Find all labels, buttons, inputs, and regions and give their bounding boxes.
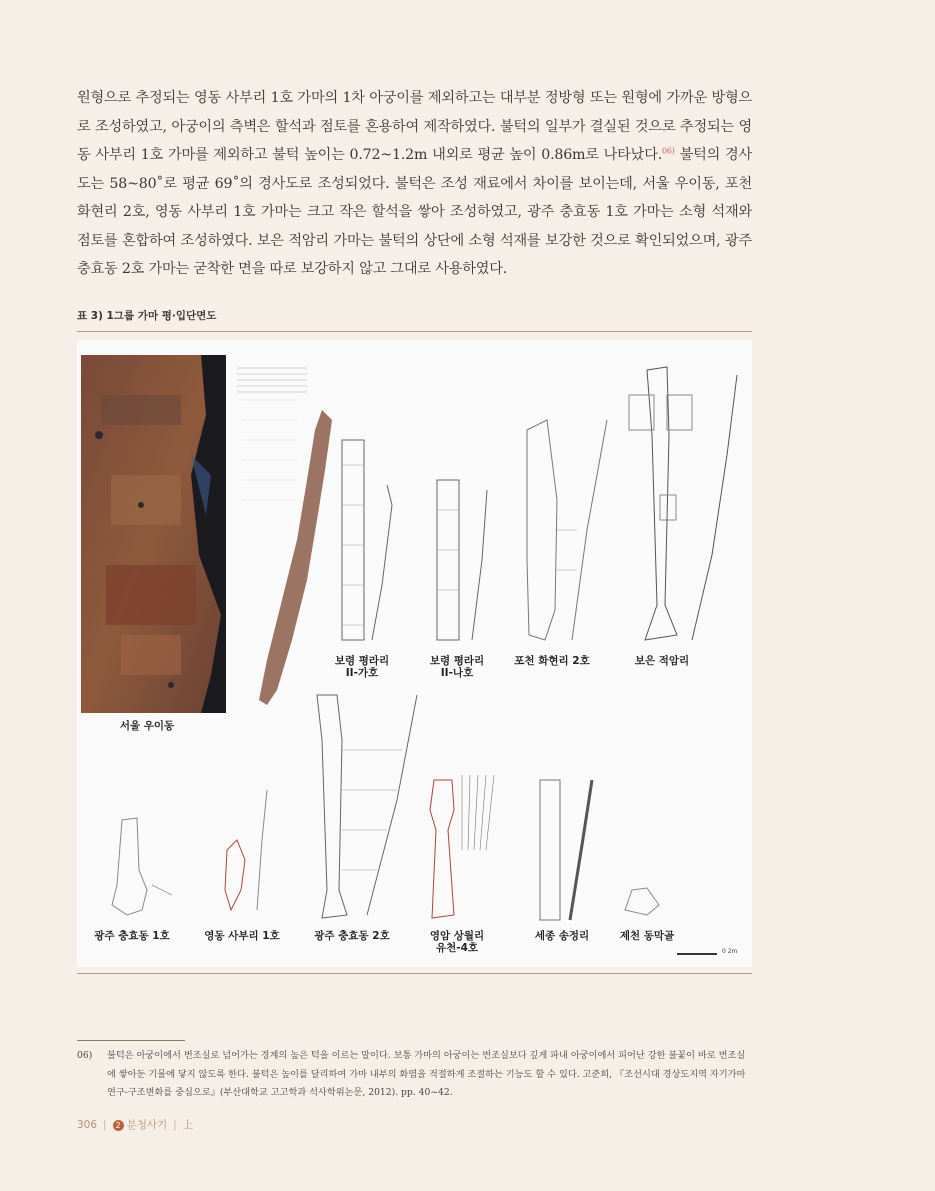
jecheon-drawing bbox=[617, 880, 667, 920]
chapter-badge-icon: 2 bbox=[113, 1120, 124, 1131]
label-boryeong-ga: 보령 평라리 II-가호 bbox=[334, 655, 390, 679]
boryeong-na-drawing bbox=[427, 470, 507, 650]
label-yeongam: 영암 상월리 유천-4호 bbox=[429, 930, 485, 954]
boryeong-ga-drawing bbox=[332, 425, 412, 650]
yeongdong-drawing bbox=[207, 780, 287, 925]
body-text-part1: 원형으로 추정되는 영동 사부리 1호 가마의 1차 아궁이를 제외하고는 대부분 정방형 또는 원형에 가까운 방형으로 조성하였고, 아궁이의 측벽은 할석과 점토를 혼용하여 제작하였다. 불턱의 일부가 결실된 것으로 추정되는 영동 사부리 1호 가마를 제외하고 불턱 높이는 0.72~1.2m 내외로 평균 높이 0.86m로 나타났다. bbox=[77, 90, 752, 164]
label-sejong: 세종 송정리 bbox=[534, 930, 590, 942]
label-jecheon: 제천 동막골 bbox=[619, 930, 675, 942]
boeun-drawing bbox=[617, 355, 747, 650]
page-number: 306 bbox=[77, 1119, 98, 1131]
seoul-photo bbox=[81, 355, 226, 713]
scale-bar bbox=[677, 953, 717, 955]
gwangju2-drawing bbox=[307, 690, 427, 925]
label-boryeong-na: 보령 평라리 II-나호 bbox=[429, 655, 485, 679]
label-gwangju2: 광주 충효동 2호 bbox=[314, 930, 390, 942]
figure-caption: 표 3) 1그룹 가마 평·입단면도 bbox=[77, 310, 217, 322]
label-boeun: 보은 적암리 bbox=[634, 655, 690, 667]
page-footer: 306 | 2 분청사기 | 上 bbox=[77, 1119, 194, 1131]
figure-top-rule bbox=[77, 331, 752, 332]
sejong-drawing bbox=[532, 775, 602, 925]
label-gwangju1: 광주 충효동 1호 bbox=[94, 930, 170, 942]
chapter-title: 분청사기 bbox=[126, 1119, 168, 1131]
body-paragraph bbox=[77, 84, 752, 284]
footnote-divider bbox=[77, 1040, 185, 1041]
label-yeongdong: 영동 사부리 1호 bbox=[204, 930, 280, 942]
footnote-ref[interactable]: 06) bbox=[662, 146, 675, 156]
footnote-number: 06) bbox=[77, 1050, 93, 1061]
figure-bottom-rule bbox=[77, 973, 752, 974]
volume-label: 上 bbox=[182, 1119, 194, 1131]
label-seoul: 서울 우이동 bbox=[119, 720, 175, 732]
kiln-drawings-figure bbox=[77, 340, 752, 967]
scale-label: 0 2m bbox=[722, 948, 738, 955]
footnote-text: 불턱은 아궁이에서 번조실로 넘어가는 경계의 높은 턱을 이르는 말이다. 보통 가마의 아궁이는 번조실보다 깊게 파내 아궁이에서 피어난 강한 불꽃이 바로 번조실에 쌓아둔 기물에 닿지 않도록 한다. 불턱은 높이를 달리하여 가마 내부의 화염을 적절하게 조절하는 기능도 할 수 있다. 고준희, 『조선시대 경상도지역 자기가마 연구-구조변화를 중심으로』(부산대학교 고고학과 석사학위논문, 2012). pp. 40~42. bbox=[107, 1050, 746, 1098]
footnote bbox=[77, 1047, 752, 1103]
label-pocheon: 포천 화현리 2호 bbox=[514, 655, 590, 667]
pocheon-drawing bbox=[517, 410, 617, 650]
body-text-part2: 불턱의 경사도는 58~80˚로 평균 69˚의 경사도로 조성되었다. 불턱은 조성 재료에서 차이를 보이는데, 서울 우이동, 포천 화현리 2호, 영동 사부리 1호 가마는 크고 작은 할석을 쌓아 조성하였고, 광주 충효동 1호 가마는 소형 석재와 점토를 혼합하여 조성하였다. 보은 적암리 가마는 불턱의 상단에 소형 석재를 보강한 것으로 확인되었으며, 광주 충효동 2호 가마는 굳착한 면을 따로 보강하지 않고 그대로 사용하였다. bbox=[77, 147, 752, 278]
gwangju1-drawing bbox=[97, 810, 177, 925]
yeongam-drawing bbox=[422, 770, 512, 925]
